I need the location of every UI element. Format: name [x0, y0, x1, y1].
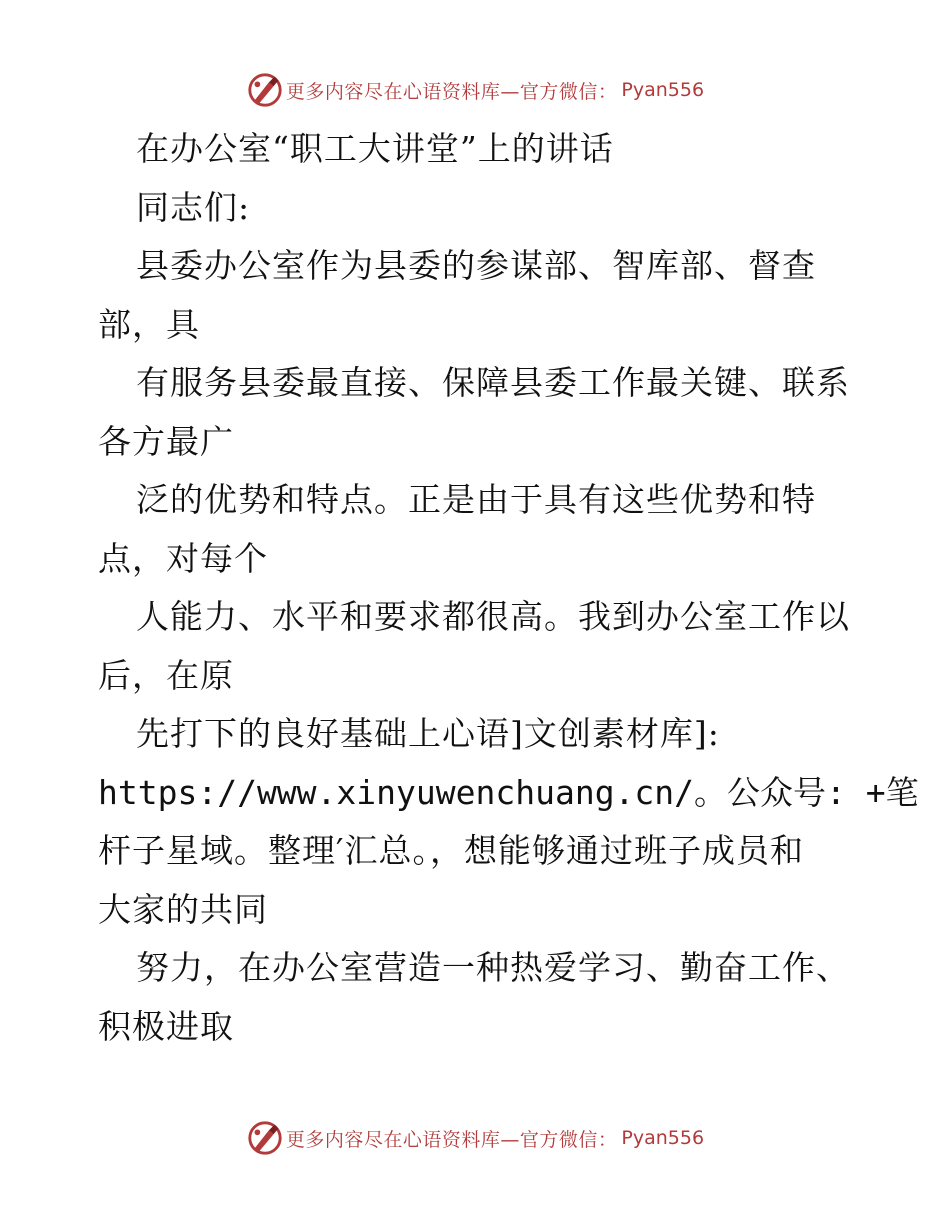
- header-watermark: [0, 70, 950, 110]
- doc-line: 后，在原: [98, 655, 234, 695]
- watermark-text: 更多内容尽在心语资料库—官方微信：: [285, 80, 618, 103]
- doc-line: 各方最广: [98, 421, 234, 461]
- doc-line: 先打下的良好基础上心语]文创素材库]:: [136, 714, 720, 753]
- doc-line: 县委办公室作为县委的参谋部、智库部、督查: [136, 246, 816, 285]
- watermark-id: Pyan556: [621, 1127, 705, 1149]
- document-body: [98, 120, 919, 1056]
- doc-line: 同志们:: [136, 187, 251, 227]
- doc-title: 在办公室“职工大讲堂”上的讲话: [136, 129, 614, 168]
- doc-line: 部，具: [98, 304, 200, 344]
- pen-logo-icon: [246, 1119, 284, 1157]
- doc-line: 大家的共同: [98, 889, 268, 929]
- doc-line-url: https://www.xinyuwenchuang.cn/。公众号: +笔: [98, 772, 919, 812]
- watermark-text: 更多内容尽在心语资料库—官方微信：: [285, 1128, 618, 1151]
- doc-line: 有服务县委最直接、保障县委工作最关键、联系: [136, 363, 850, 402]
- pen-logo-icon: [246, 71, 284, 109]
- doc-line: 泛的优势和特点。正是由于具有这些优势和特: [136, 480, 816, 519]
- footer-watermark: [0, 1118, 950, 1158]
- doc-line: 杆子星域。整理′汇总。，想能够通过班子成员和: [98, 831, 804, 870]
- doc-line: 点，对每个: [98, 538, 268, 578]
- doc-line: 努力，在办公室营造一种热爱学习、勤奋工作、: [136, 948, 850, 987]
- doc-line: 人能力、水平和要求都很高。我到办公室工作以: [136, 597, 850, 636]
- doc-line: 积极进取: [98, 1006, 234, 1046]
- watermark-id: Pyan556: [621, 79, 705, 101]
